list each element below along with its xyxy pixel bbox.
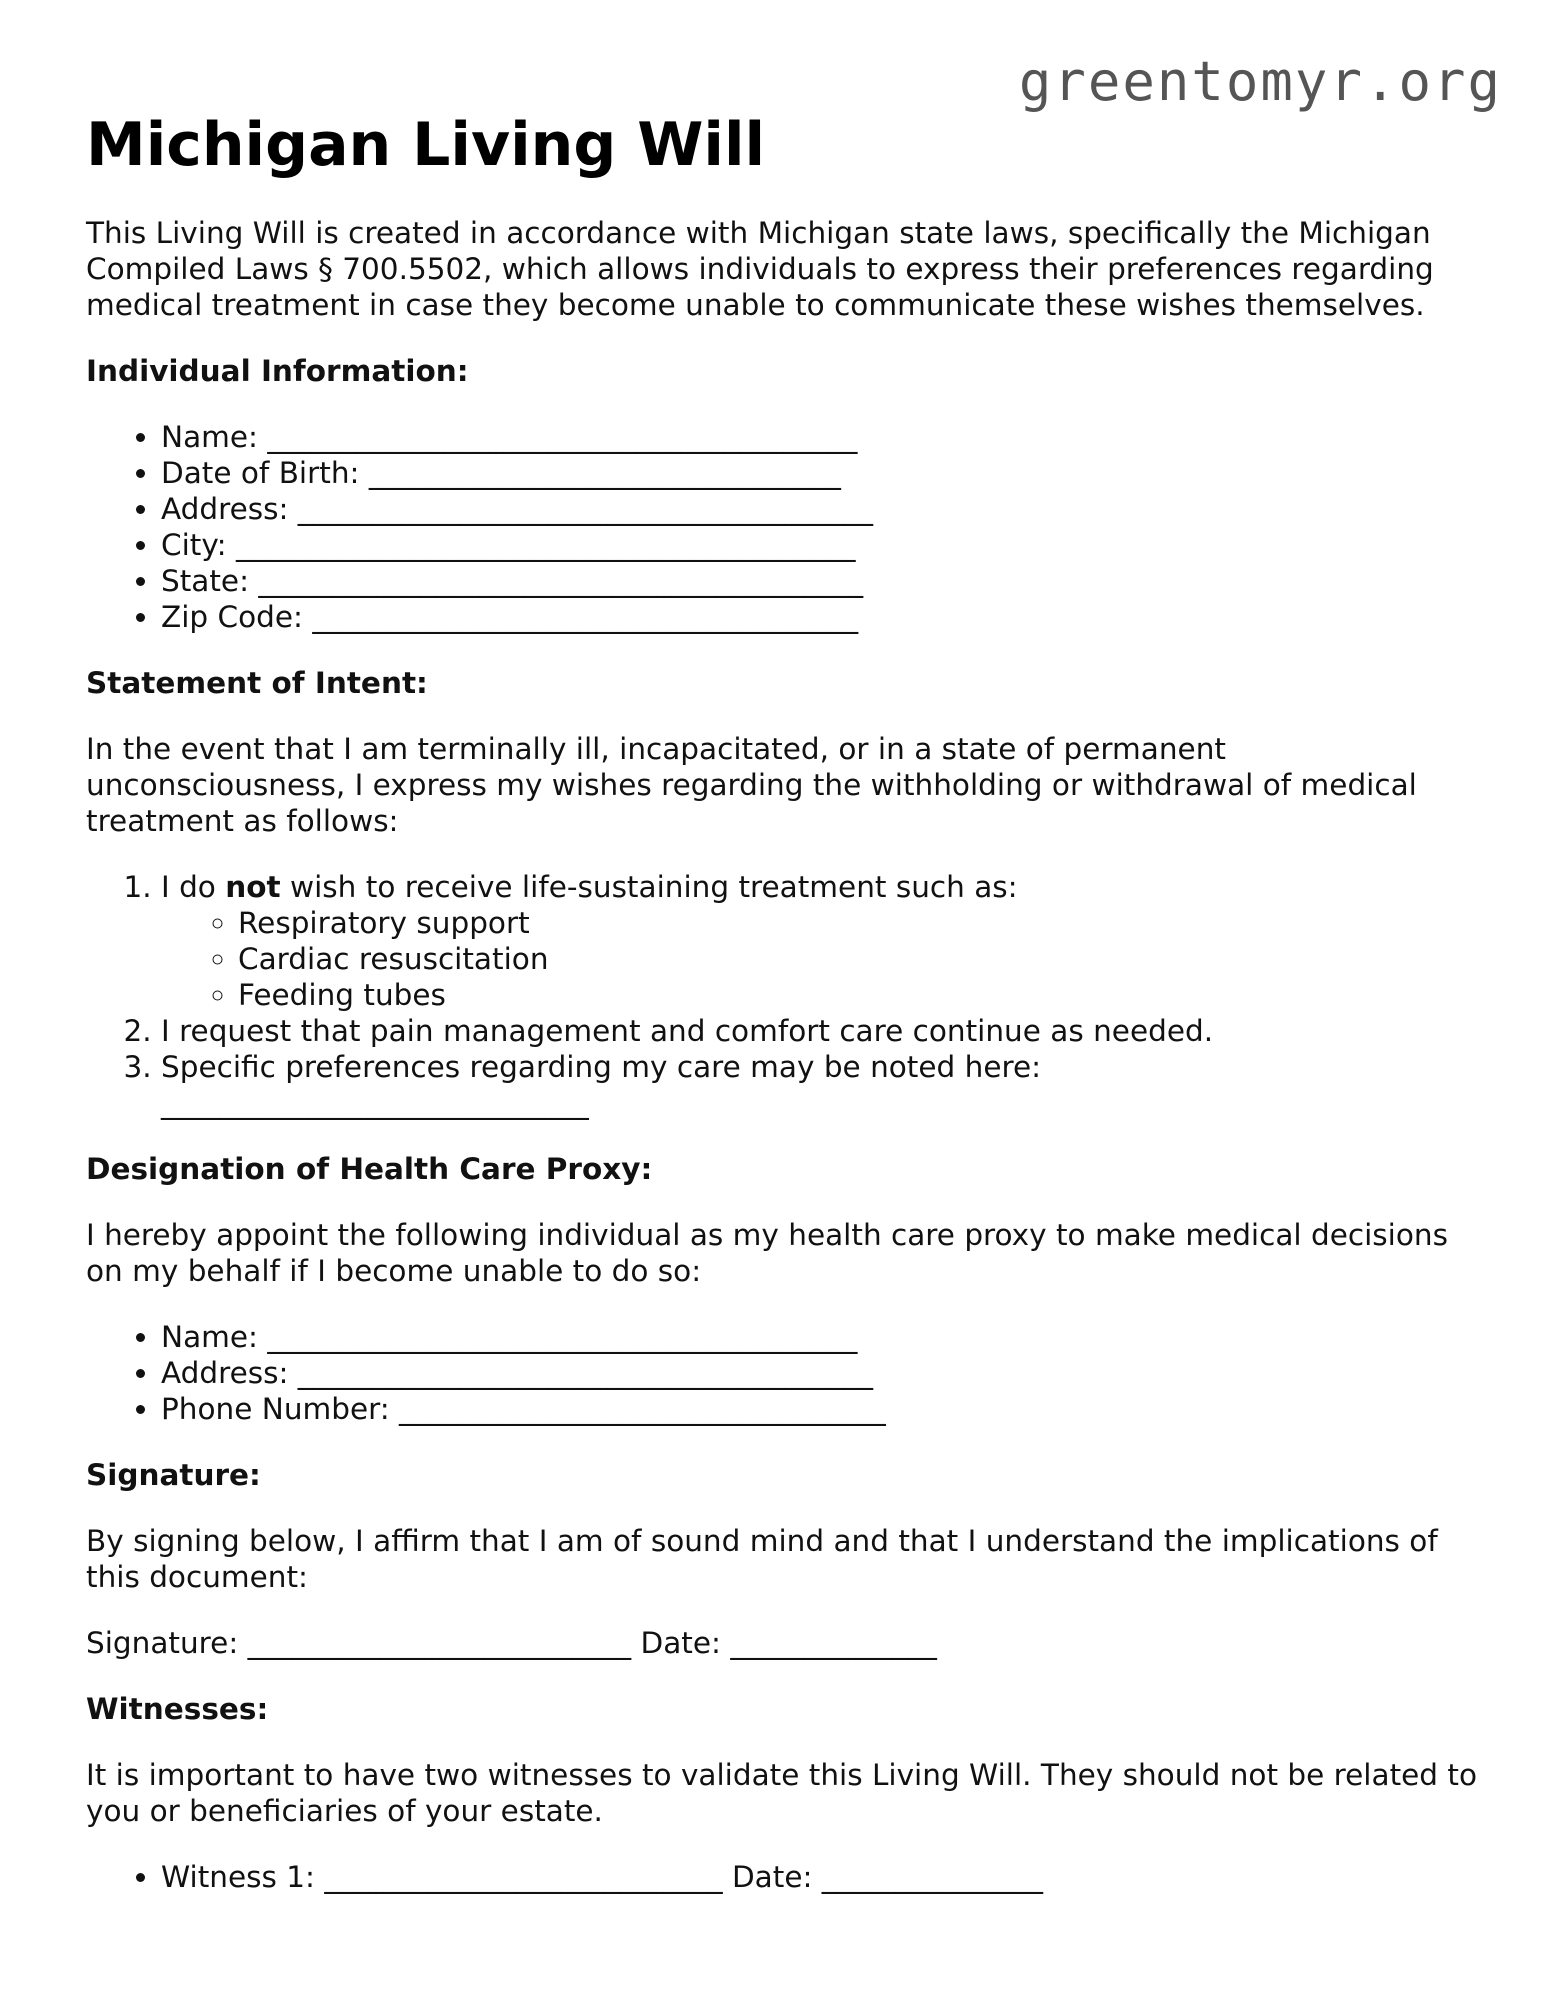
intent-item-no-treatment <box>161 869 1486 1013</box>
intent-item1-pre: I do <box>161 870 226 904</box>
address-field[interactable]: • Address: _______________________________________ <box>161 491 1486 527</box>
witnesses-paragraph: It is important to have two witnesses to validate this Living Will. They should not be related to you or beneficiaries of your estate. <box>86 1758 1478 1828</box>
proxy-address-field[interactable]: • Address: _______________________________________ <box>161 1355 1486 1391</box>
individual-info-heading: Individual Information: <box>86 354 469 388</box>
signature-heading: Signature: <box>86 1458 261 1492</box>
document-page <box>86 100 1486 1895</box>
page-title: Michigan Living Will <box>86 110 766 180</box>
intent-item1-post: wish to receive life-sustaining treatment such as: <box>280 870 1018 904</box>
intent-list <box>86 869 1486 1121</box>
treatment-item: ◦ Cardiac resuscitation <box>238 941 1486 977</box>
treatment-item: ◦ Feeding tubes <box>238 977 1486 1013</box>
intro-paragraph: This Living Will is created in accordance with Michigan state laws, specifically the Michigan Compiled Laws § 700.5502, which allows individuals to express their preferences regarding medical treatment in case they become unable to communicate these wishes themselves. <box>86 216 1434 322</box>
intent-paragraph: In the event that I am terminally ill, incapacitated, or in a state of permanent unconsciousness, I express my wishes regarding the withholding or withdrawal of medical treatment as follows: <box>86 732 1417 838</box>
preferences-blank-field[interactable]: _____________________________ <box>161 1086 589 1120</box>
signature-date-line[interactable]: Signature: __________________________ Date: ______________ <box>86 1626 937 1660</box>
intent-item-preferences <box>161 1049 1486 1121</box>
proxy-info-list <box>86 1319 1486 1427</box>
proxy-phone-field[interactable]: • Phone Number: _________________________________ <box>161 1391 1486 1427</box>
proxy-heading: Designation of Health Care Proxy: <box>86 1152 653 1186</box>
proxy-paragraph: I hereby appoint the following individual as my health care proxy to make medical decisions on my behalf if I become unable to do so: <box>86 1218 1448 1288</box>
date-of-birth-field[interactable]: • Date of Birth: ________________________________ <box>161 455 1486 491</box>
intent-item1-bold: not <box>225 870 281 904</box>
witnesses-heading: Witnesses: <box>86 1692 269 1726</box>
preferences-label: Specific preferences regarding my care may be noted here: <box>161 1050 1042 1084</box>
signature-paragraph: By signing below, I affirm that I am of sound mind and that I understand the implications of this document: <box>86 1524 1438 1594</box>
individual-info-list <box>86 419 1486 635</box>
site-watermark: greentomyr.org <box>1018 50 1502 113</box>
proxy-name-field[interactable]: • Name: ________________________________________ <box>161 1319 1486 1355</box>
zip-code-field[interactable]: • Zip Code: _____________________________________ <box>161 599 1486 635</box>
witness-list <box>86 1859 1486 1895</box>
state-field[interactable]: • State: _________________________________________ <box>161 563 1486 599</box>
treatment-list <box>161 905 1486 1013</box>
city-field[interactable]: • City: __________________________________________ <box>161 527 1486 563</box>
intent-item-comfort-care: 2. I request that pain management and comfort care continue as needed. <box>161 1013 1486 1049</box>
name-field[interactable]: • Name: ________________________________________ <box>161 419 1486 455</box>
witness-1-field[interactable]: • Witness 1: ___________________________ Date: _______________ <box>161 1859 1486 1895</box>
intent-heading: Statement of Intent: <box>86 666 428 700</box>
treatment-item: ◦ Respiratory support <box>238 905 1486 941</box>
